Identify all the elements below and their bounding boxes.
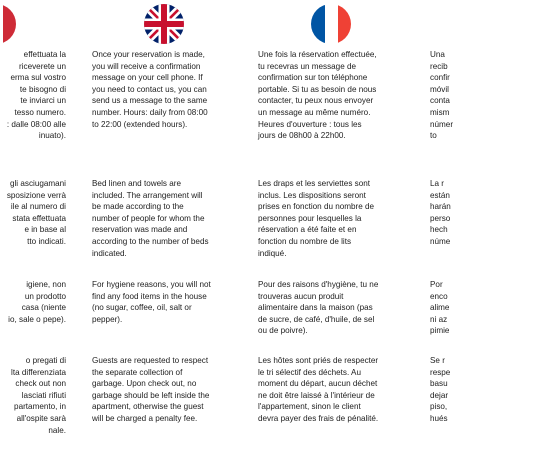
fr-garbage-paragraph: Les hôtes sont priés de respecter le tri sélectif des déchets. Au moment du départ, aucun déchet ne doit être laissé à l'intérieur de l'appartement, sinon le client devra payer des frais de pénalité.	[258, 356, 379, 423]
en-reservation-paragraph: Once your reservation is made, you will receive a confirmation message on your cell phone. If you need to contact us, you can send us a message to the same number. Hours: daily from 08:00 to 22:00 (extended hours).	[92, 50, 208, 129]
it-linen-paragraph: gli asciugamani sposizione verrà ile al numero di stata effettuata e in base al tto indicati.	[6, 179, 66, 246]
uk-flag-icon	[144, 4, 184, 44]
es-garbage-paragraph: Se r respe basu dejar piso, hués	[430, 356, 451, 423]
fr-reservation-paragraph: Une fois la réservation effectuée, tu recevras un message de confirmation sur ton téléphone portable. Si tu as besoin de nous contacter, tu peux nous envoyer un message au même numéro. Heures d'ouverture : tous les jours de 08h00 à 22h00.	[258, 50, 377, 141]
fr-linen-paragraph: Les draps et les serviettes sont inclus. Les dispositions seront prises en fonction du nombre de personnes pour lesquelles la réservation a été faite et en fonction du nombre de lits indiqué.	[258, 179, 375, 258]
en-garbage-paragraph: Guests are requested to respect the separate collection of garbage. Upon check out, no garbage should be left inside the apartment, otherwise the guest will be charged a penalty fee.	[92, 356, 210, 423]
en-hygiene-paragraph: For hygiene reasons, you will not find any food items in the house (no sugar, coffee, oil, salt or pepper).	[92, 280, 211, 324]
es-linen-paragraph: La r están harán perso hech núme	[430, 179, 451, 246]
it-reservation-paragraph: effettuata la riceverete un erma sul vostro te bisogno di te inviarci un tesso numero. : dalle 08:00 alle inuato).	[6, 50, 66, 141]
fr-hygiene-paragraph: Pour des raisons d'hygiène, tu ne trouveras aucun produit alimentaire dans la maison (pas de sucre, de café, d'huile, de sel ou de poivre).	[258, 280, 379, 336]
en-linen-paragraph: Bed linen and towels are included. The arrangement will be made according to the number of people for whom the reservation was made and according to the number of beds indicated.	[92, 179, 209, 258]
it-garbage-paragraph: o pregati di lta differenziata check out non lasciati rifiuti partamento, in all'ospite sarà nale.	[11, 356, 66, 435]
france-flag-icon	[311, 4, 351, 44]
italy-flag-icon	[0, 4, 16, 44]
es-reservation-paragraph: Una recib confir móvil conta mism númer to	[430, 50, 454, 141]
es-hygiene-paragraph: Por enco alime ni az pimie	[430, 280, 450, 336]
it-hygiene-paragraph: igiene, non un prodotto casa (niente io, sale o pepe).	[8, 280, 66, 324]
